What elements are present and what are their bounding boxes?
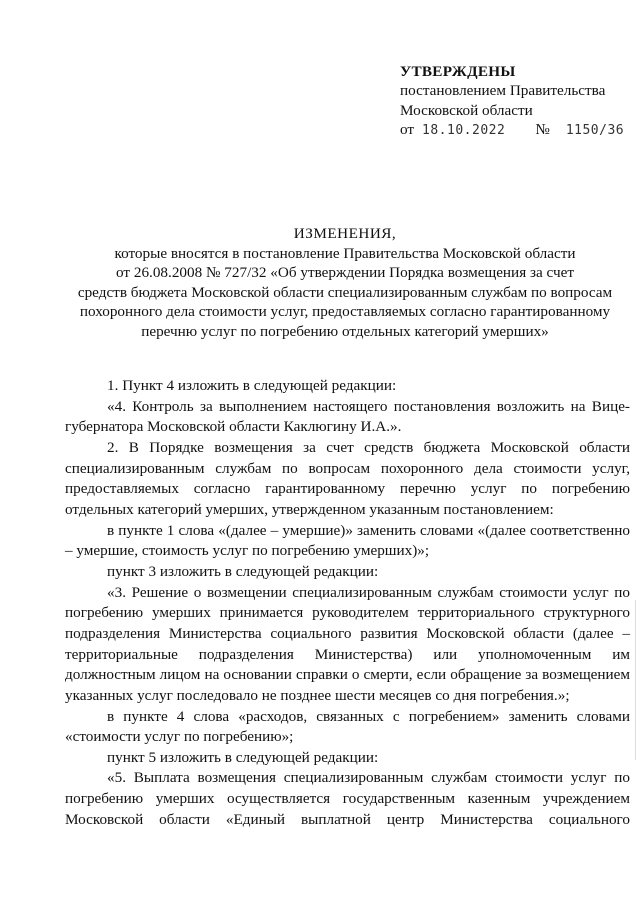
heading-line: перечню услуг по погребению отдельных категорий умерших» xyxy=(141,322,549,340)
paragraph-5: пункт 3 изложить в следующей редакции: xyxy=(107,562,379,580)
paragraph-4: в пункте 1 слова «(далее – умершие)» заменить словами «(далее соответственно – умершие, стоимость услуг по погребению умерших)»; xyxy=(65,521,630,560)
paragraph-7: в пункте 4 слова «расходов, связанных с погребением» заменить словами «стоимости услуг по погребению»; xyxy=(65,707,630,746)
document-heading xyxy=(60,224,630,342)
approval-date: 18.10.2022 xyxy=(422,123,506,139)
approval-number: 1150/36 xyxy=(565,123,625,139)
approval-number-sign: № xyxy=(535,121,550,139)
paragraph-2: «4. Контроль за выполнением настоящего постановления возложить на Вице-губернатора Московской области Каклюгину И.А.». xyxy=(65,397,630,436)
paragraph-3: 2. В Порядке возмещения за счет средств бюджета Московской области специализированным службам по вопросам похоронного дела стоимости услуг, предоставляемых согласно гарантированному перечню услуг по погребению отдельных категорий умерших, утвержденном указанным постановлением: xyxy=(65,438,630,518)
approval-stamp xyxy=(400,62,630,141)
approval-line-2: Московской области xyxy=(400,101,533,119)
approval-from-label: от xyxy=(400,121,415,139)
scan-edge-mark xyxy=(635,600,636,760)
heading-line: которые вносятся в постановление Правительства Московской области xyxy=(114,244,576,262)
heading-line: средств бюджета Московской области специализированным службам по вопросам xyxy=(77,283,613,301)
paragraph-9: «5. Выплата возмещения специализированным службам стоимости услуг по погребению умерших осуществляется государственным казенным учреждением Московской области «Единый выплатной центр Министерства социального xyxy=(65,769,630,828)
heading-line: от 26.08.2008 № 727/32 «Об утверждении Порядка возмещения за счет xyxy=(116,264,574,282)
document-body xyxy=(65,376,630,830)
paragraph-8: пункт 5 изложить в следующей редакции: xyxy=(107,748,379,766)
approval-title: УТВЕРЖДЕНЫ xyxy=(400,63,516,80)
approval-line-1: постановлением Правительства xyxy=(400,82,606,100)
heading-line: похоронного дела стоимости услуг, предоставляемых согласно гарантированному xyxy=(79,303,611,321)
paragraph-6: «3. Решение о возмещении специализированным службам стоимости услуг по погребению умерших принимается руководителем территориального структурного подразделения Министерства социального развития Московской области (далее – территориальные подразделения Министерства) или уполномоченным им должностным лицом на основании справки о смерти, если обращение за возмещением указанных услуг последовало не позднее шести месяцев со дня погребения.»; xyxy=(65,583,630,704)
paragraph-1: 1. Пункт 4 изложить в следующей редакции: xyxy=(107,377,397,394)
approval-date-row xyxy=(400,120,630,140)
document-title: ИЗМЕНЕНИЯ, xyxy=(293,225,397,242)
